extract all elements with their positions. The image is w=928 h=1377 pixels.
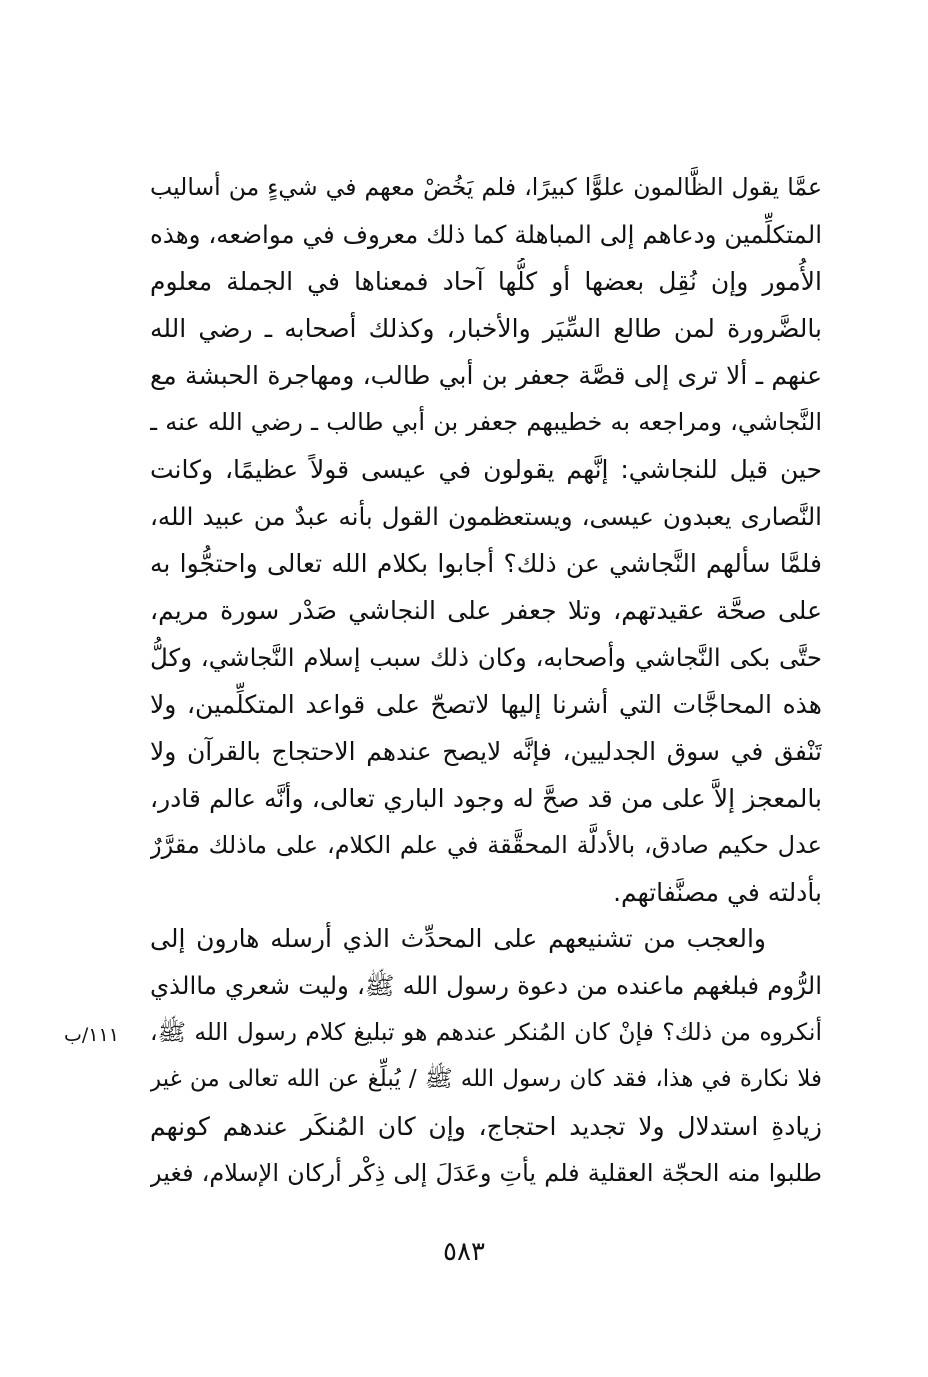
text-line: تَنْفق في سوق الجدليين، فإنَّه لايصح عندهم الاحتجاج بالقرآن ولا: [150, 737, 822, 766]
text-line: المتكلِّمين ودعاهم إلى المباهلة كما ذلك معروف في مواضعه، وهذه: [150, 220, 822, 249]
text-line: فلمَّا سألهم النَّجاشي عن ذلك؟ أجابوا بكلام الله تعالى واحتجُّوا به: [150, 549, 822, 578]
text-line: فلا نكارة في هذا، فقد كان رسول الله ﷺ / يُبلِّغ عن الله تعالى من غير: [150, 1066, 822, 1092]
paragraph-1: [150, 164, 822, 916]
text-line: عدل حكيم صادق، بالأدلَّة المحقَّقة في علم الكلام، على ماذلك مقرَّرٌ: [150, 831, 822, 859]
text-line: بالضَّرورة لمن طالع السِّيَر والأخبار، وكذلك أصحابه ـ رضي الله: [150, 314, 822, 343]
paragraph-2: [150, 915, 822, 1197]
text-line: طلبوا منه الحجّة العقلية فلم يأتِ وعَدَلَ إلى ذِكْر أركان الإسلام، فغير: [150, 1159, 822, 1187]
text-line: زيادةِ استدلال ولا تجديد احتجاج، وإن كان المُنكَر عندهم كونهم: [150, 1112, 822, 1141]
text-line: حتَّى بكى النَّجاشي وأصحابه، وكان ذلك سبب إسلام النَّجاشي، وكلُّ: [150, 643, 822, 672]
text-line: عنهم ـ ألا ترى إلى قصَّة جعفر بن أبي طالب، ومهاجرة الحبشة مع: [150, 361, 822, 390]
text-line: بأدلته في مصنَّفاتهم.: [613, 878, 822, 907]
text-line: الرُّوم فبلغهم ماعنده من دعوة رسول الله ﷺ، وليت شعري ماالذي: [150, 971, 822, 1000]
manuscript-folio-note: ١١١/ب: [64, 1024, 119, 1046]
page-number: ٥٨٣: [443, 1237, 485, 1267]
text-line: والعجب من تشنيعهم على المحدِّث الذي أرسله هارون إلى: [150, 924, 766, 953]
text-line: بالمعجز إلاَّ على من قد صحَّ له وجود الباري تعالى، وأنَّه عالم قادر،: [150, 784, 822, 813]
text-line: الأُمور وإن نُقِل بعضها أو كلُّها آحاد فمعناها في الجملة معلوم: [150, 267, 822, 296]
text-line: النَّجاشي، ومراجعه به خطيبهم جعفر بن أبي طالب ـ رضي الله عنه ـ: [150, 408, 822, 436]
text-line: عمَّا يقول الظَّالمون علوًّا كبيرًا، فلم يَخُضْ معهم في شيءٍ من أساليب: [150, 173, 822, 201]
text-line: أنكروه من ذلك؟ فإنْ كان المُنكر عندهم هو تبليغ كلام رسول الله ﷺ،: [150, 1018, 822, 1046]
text-line: على صحَّة عقيدتهم، وتلا جعفر على النجاشي صَدْر سورة مريم،: [150, 596, 822, 625]
text-line: حين قيل للنجاشي: إنَّهم يقولون في عيسى قولاً عظيمًا، وكانت: [150, 455, 822, 484]
text-line: النَّصارى يعبدون عيسى، ويستعظمون القول بأنه عبدٌ من عبيد الله،: [150, 502, 822, 531]
text-line: هذه المحاجَّات التي أشرنا إليها لاتصحّ على قواعد المتكلِّمين، ولا: [150, 690, 822, 719]
